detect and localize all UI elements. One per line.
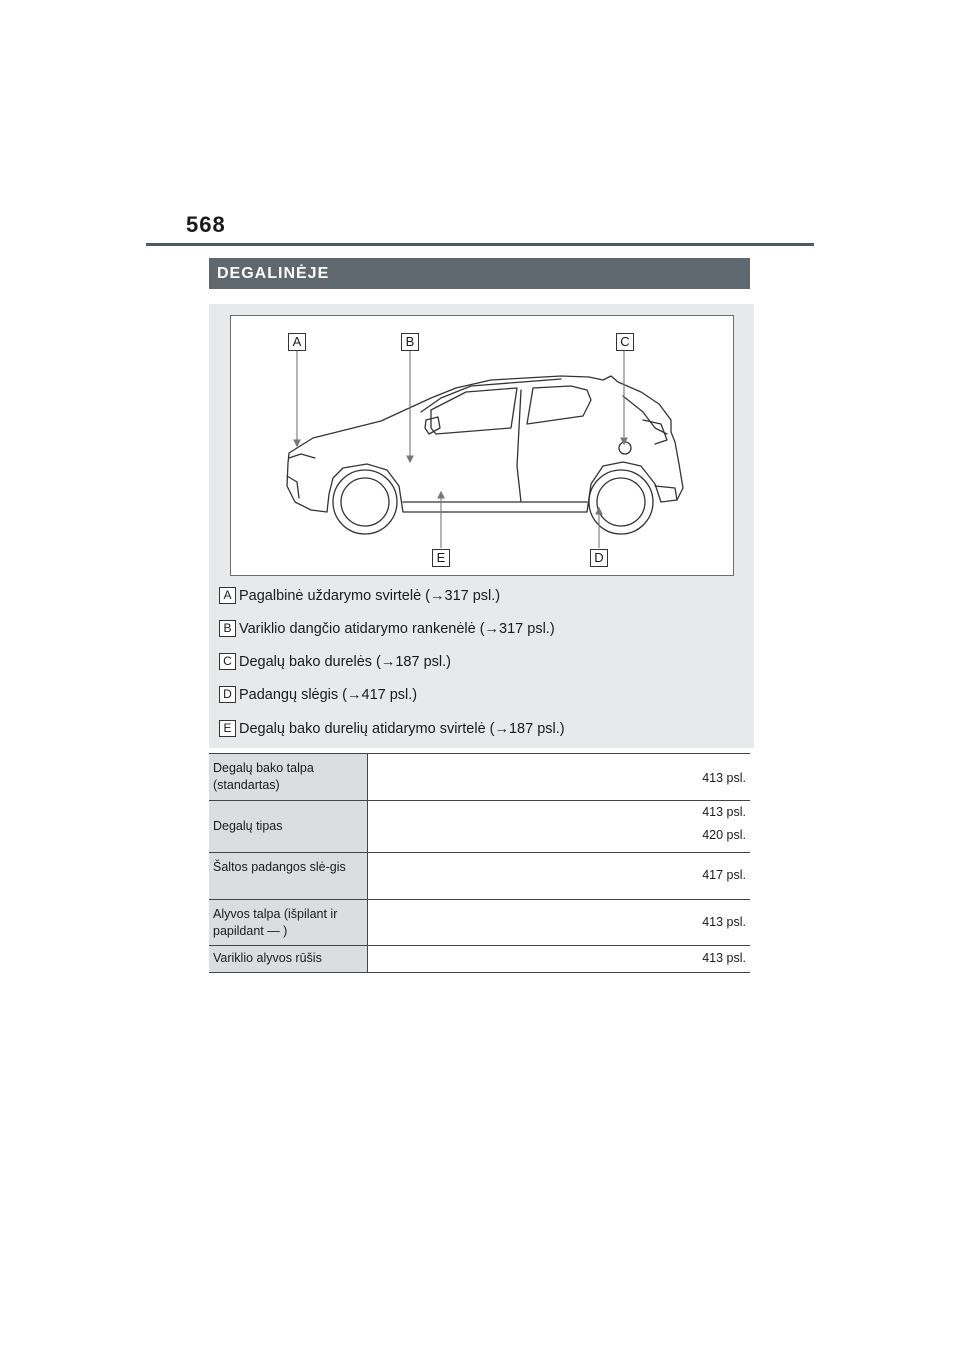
legend-text: Degalų bako durelės (→187 psl.): [239, 654, 451, 670]
page-number: 568: [186, 212, 226, 237]
callout-e: E: [432, 549, 450, 567]
page-ref: 413 psl.: [702, 771, 746, 785]
page-ref: 417 psl.: [702, 868, 746, 882]
page-ref: 413 psl.: [702, 951, 746, 965]
legend-item-b: [219, 620, 555, 640]
section-header: DEGALINĖJE: [209, 258, 750, 289]
car-side-view-drawing: [231, 316, 735, 577]
table-row-value: [368, 754, 751, 801]
callout-d: D: [590, 549, 608, 567]
table-row: [209, 801, 750, 853]
table-row: [209, 853, 750, 900]
legend-marker: C: [219, 653, 236, 670]
legend-text: Pagalbinė uždarymo svirtelė (→317 psl.): [239, 588, 501, 604]
table-row-label: Degalų bako talpa (standartas): [209, 754, 368, 801]
table-row: [209, 946, 750, 973]
legend-item-e: [219, 720, 565, 740]
legend-item-c: [219, 653, 451, 673]
page-ref: 413 psl.: [702, 915, 746, 929]
legend-marker: A: [219, 587, 236, 604]
legend-marker: D: [219, 686, 236, 703]
legend-marker: B: [219, 620, 236, 637]
callout-c: C: [616, 333, 634, 351]
table-row-value: [368, 900, 751, 946]
legend-item-d: [219, 686, 417, 706]
table-row-label: Variklio alyvos rūšis: [209, 946, 368, 973]
table-row-value: [368, 946, 751, 973]
callout-a: A: [288, 333, 306, 351]
top-rule: [146, 243, 814, 246]
table-row: [209, 900, 750, 946]
spec-table: [209, 753, 750, 973]
callout-b: B: [401, 333, 419, 351]
legend-item-a: [219, 587, 500, 607]
table-row-value: [368, 801, 751, 853]
page-ref: 413 psl.: [702, 805, 746, 819]
table-row-label: Alyvos talpa (išpilant ir papildant — ): [209, 900, 368, 946]
car-illustration: [230, 315, 734, 576]
legend-text: Padangų slėgis (→417 psl.): [239, 687, 418, 703]
table-row-label: Degalų tipas: [209, 801, 368, 853]
table-row-label: Šaltos padangos slė-gis: [209, 853, 368, 900]
table-row: [209, 754, 750, 801]
legend-marker: E: [219, 720, 236, 737]
table-row-value: [368, 853, 751, 900]
legend-text: Degalų bako durelių atidarymo svirtelė (→187 psl.): [239, 721, 565, 737]
page-ref: 420 psl.: [702, 828, 746, 842]
legend-text: Variklio dangčio atidarymo rankenėlė (→317 psl.): [239, 621, 555, 637]
